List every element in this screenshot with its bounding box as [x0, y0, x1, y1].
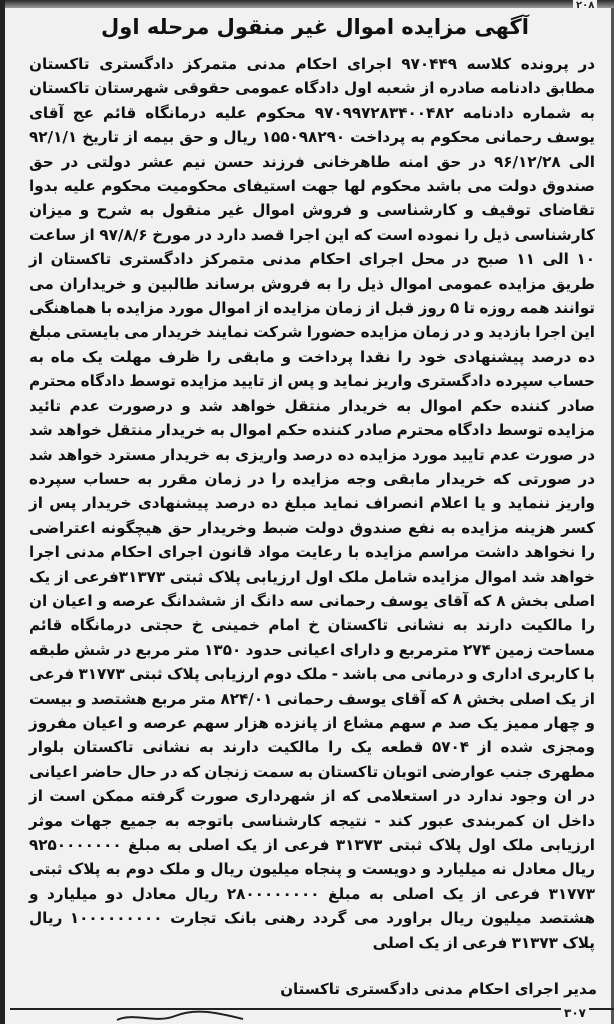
notice-signature: مدیر اجرای احکام مدنی دادگستری تاکستان	[280, 980, 597, 998]
page-number-bottom: ۳۰۷	[561, 1006, 589, 1020]
top-edge	[5, 0, 614, 8]
page-number-top: ۲۰۸	[573, 0, 597, 11]
bottom-divider	[10, 1008, 614, 1010]
handwritten-mark-icon	[115, 1010, 245, 1024]
notice-title: آگهی مزایده اموال غیر منقول مرحله اول	[101, 15, 529, 39]
notice-body: در پرونده کلاسه ۹۷۰۴۴۹ اجرای احکام مدنی متمرکز دادگستری تاکستان مطابق دادنامه صادره از شعبه اول دادگاه عمومی حقوقی شهرستان تاکستان به شماره دادنامه ۹۷۰۹۹۷۲۸۳۴۰۰۴۸۲ محکوم علیه درمانگاه قائم عج آقای یوسف رحمانی محکوم به پرداخت ۱۵۵۰۹۸۲۹۰ ریال و حق بیمه از تاریخ ۹۲/۱/۱ الی ۹۶/۱۲/۲۸ در حق امنه طاهرخانی فرزند حسن نیم عشر دولتی در حق صندوق دولت می باشد محکوم لها جهت استیفای محکومیت محکوم علیه بدوا تقاضای توقیف و کارشناسی و فروش اموال غیر منقول به شرح و میزان کارشناسی ذیل را نموده است که این اجرا قصد دارد در مورخ ۹۷/۸/۶ از ساعت ۱۰ الی ۱۱ صبح در محل اجرای احکام مدنی متمرکز دادگستری تاکستان از طریق مزایده عمومی اموال ذیل را به فروش برساند طالبین و خریداران می توانند همه روزه تا ۵ روز قبل از زمان مزایده از اموال مورد مزایده با هماهنگی این اجرا بازدید و در زمان مزایده حضورا شرکت نمایند خریدار می بایستی مبلغ ده درصد پیشنهادی خود را نقدا پرداخت و مابقی را ظرف مهلت یک ماه به حساب سپرده دادگستری واریز نماید و پس از تایید مزایده توسط دادگاه محترم صادر کننده حکم اموال به خریدار منتقل خواهد شد و درصورت عدم تائید مزایده توسط دادگاه محترم صادر کننده حکم اموال به خریدار منتقل خواهد شد در صورت عدم تایید مورد مزایده ده درصد واریزی به خریدار مسترد خواهد شد در صورتی که خریدار مابقی وجه مزایده را در زمان مقرر به حساب سپرده واریز ننماید و یا اعلام انصراف نماید مبلغ ده درصد پیشنهادی خریدار پس از کسر هزینه مزایده به نفع صندوق دولت ضبط وخریدار حق هیچگونه اعتراضی را نخواهد داشت مراسم مزایده با رعایت مواد قانون اجرای احکام مدنی اجرا خواهد شد اموال مزایده شامل ملک اول ارزیابی پلاک ثبتی ۳۱۳۷۳فرعی از یک اصلی بخش ۸ که آقای یوسف رحمانی سه دانگ از ششدانگ عرصه و اعیان ان را مالکیت دارند به نشانی تاکستان خ امام خمینی خ حجتی درمانگاه قائم مساحت زمین ۲۷۴ مترمربع و دارای اعیانی حدود ۱۳۵۰ متر مربع در شش طبقه با کاربری اداری و درمانی می باشد - ملک دوم ارزیابی پلاک ثبتی ۳۱۷۷۳ فرعی از یک اصلی بخش ۸ که آقای یوسف رحمانی ۸۲۴/۰۱ متر مربع هشتصد و بیست و چهار ممیز یک صد م سهم مشاع از پانزده هزار سهم عرصه و اعیان مفروز ومجزی شده از ۵۷۰۴ قطعه یک را مالکیت دارند به نشانی تاکستان بلوار مطهری جنب عوارضی اتوبان تاکستان به سمت زنجان که در حال حاضر اعیانی در ان وجود ندارد در استعلامی که از شهرداری صورت گرفته ممکن است از داخل ان کمربندی عبور کند - نتیجه کارشناسی باتوجه به جمیع جهات موثر ارزیابی ملک اول پلاک ثبتی ۳۱۳۷۳ فرعی از یک اصلی به مبلغ ۹۲۵۰۰۰۰۰۰۰ ریال معادل نه میلیارد و دویست و پنجاه میلیون ریال و ملک دوم به پلاک ثبتی ۳۱۷۷۳ فرعی از یک اصلی به مبلغ ۲۸۰۰۰۰۰۰۰۰ ریال معادل دو میلیارد و هشتصد میلیون ریال براورد می گردد رهنی بانک تجارت ۱۰۰۰۰۰۰۰۰۰ ریال پلاک ۳۱۳۷۳ فرعی از یک اصلی	[29, 55, 596, 952]
